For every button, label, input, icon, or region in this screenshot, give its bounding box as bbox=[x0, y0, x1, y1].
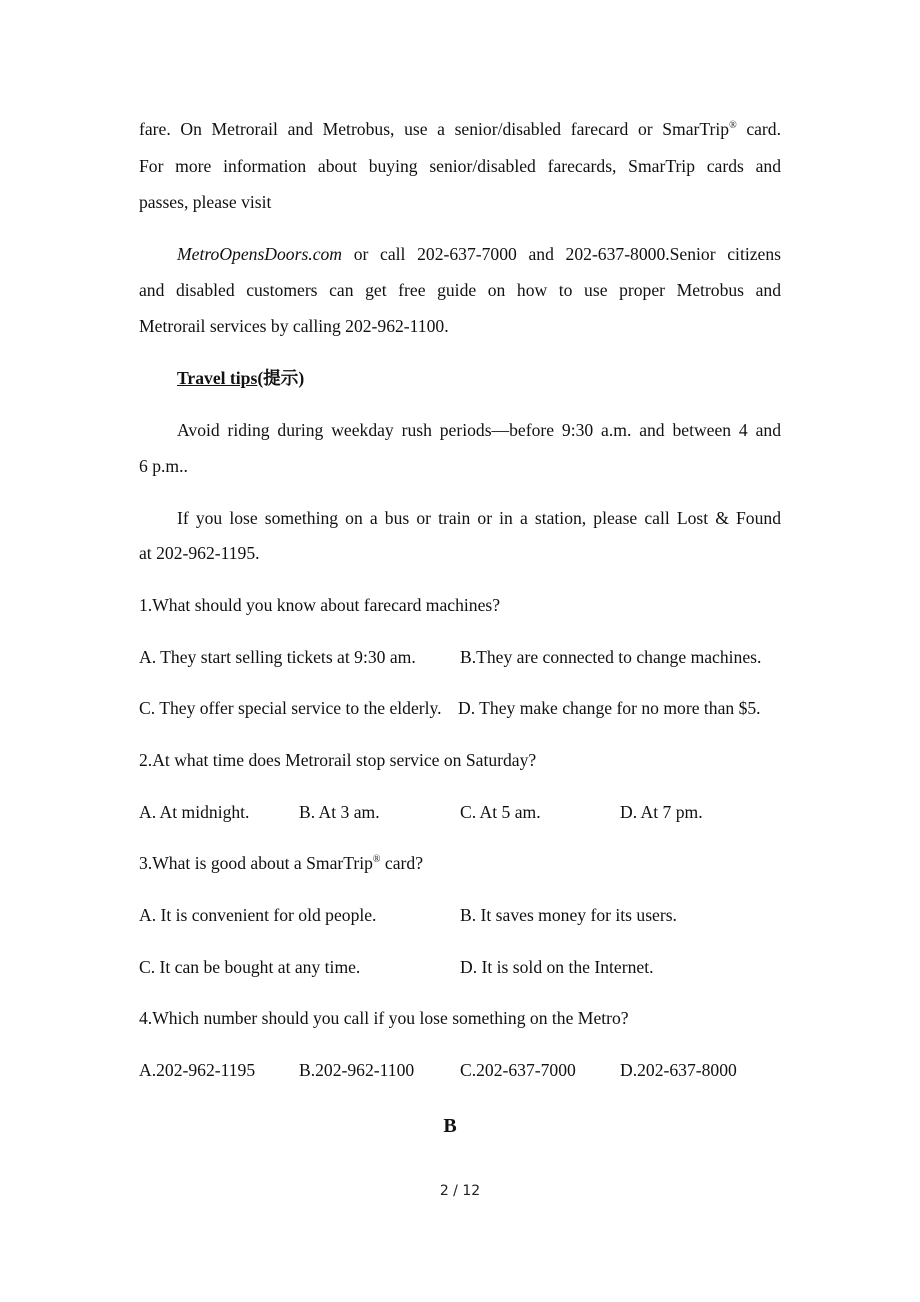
website-link: MetroOpensDoors.com bbox=[177, 244, 343, 264]
option-4d: D.202-637-8000 bbox=[620, 1060, 737, 1080]
option-3c: C. It can be bought at any time. bbox=[139, 957, 361, 977]
passage-line: MetroOpensDoors.com or call 202-637-7000 and 202-637-8000.Senior citizens bbox=[177, 244, 781, 264]
option-1d: D. They make change for no more than $5. bbox=[458, 698, 761, 718]
option-3d: D. It is sold on the Internet. bbox=[460, 957, 654, 977]
tip-line: If you lose something on a bus or train or in a station, please call Lost & Found bbox=[177, 508, 781, 528]
travel-tips-heading: Travel tips(提示) bbox=[177, 368, 305, 388]
tip-line: at 202-962-1195. bbox=[139, 543, 260, 563]
option-4c: C.202-637-7000 bbox=[460, 1060, 576, 1080]
section-label: B bbox=[443, 1115, 457, 1137]
option-3b: B. It saves money for its users. bbox=[460, 905, 677, 925]
tip-line: Avoid riding during weekday rush periods—before 9:30 a.m. and between 4 and bbox=[177, 420, 781, 440]
option-2c: C. At 5 am. bbox=[460, 802, 541, 822]
option-3a: A. It is convenient for old people. bbox=[139, 905, 377, 925]
question-4: 4.Which number should you call if you lose something on the Metro? bbox=[139, 1008, 629, 1028]
option-1c: C. They offer special service to the elderly. bbox=[139, 698, 442, 718]
passage-line: fare. On Metrorail and Metrobus, use a senior/disabled farecard or SmarTrip® card. bbox=[139, 119, 781, 139]
option-4a: A.202-962-1195 bbox=[139, 1060, 256, 1080]
page-indicator: 2 / 12 bbox=[439, 1183, 481, 1199]
passage-line: passes, please visit bbox=[139, 192, 272, 212]
question-3: 3.What is good about a SmarTrip® card? bbox=[139, 853, 424, 873]
passage-line: For more information about buying senior/disabled farecards, SmarTrip cards and bbox=[139, 156, 781, 176]
option-2d: D. At 7 pm. bbox=[620, 802, 703, 822]
question-2: 2.At what time does Metrorail stop service on Saturday? bbox=[139, 750, 537, 770]
option-2b: B. At 3 am. bbox=[299, 802, 380, 822]
passage-line: Metrorail services by calling 202-962-1100. bbox=[139, 316, 449, 336]
option-2a: A. At midnight. bbox=[139, 802, 250, 822]
option-4b: B.202-962-1100 bbox=[299, 1060, 415, 1080]
option-1a: A. They start selling tickets at 9:30 am. bbox=[139, 647, 416, 667]
question-1: 1.What should you know about farecard machines? bbox=[139, 595, 501, 615]
passage-line: and disabled customers can get free guide on how to use proper Metrobus and bbox=[139, 280, 781, 300]
tip-line: 6 p.m.. bbox=[139, 456, 188, 476]
option-1b: B.They are connected to change machines. bbox=[460, 647, 762, 667]
